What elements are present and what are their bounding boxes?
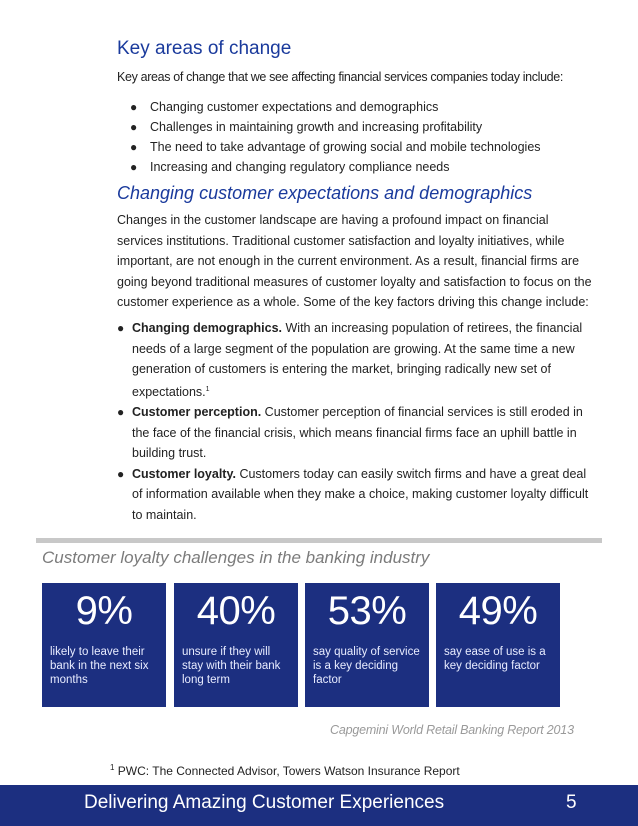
stats-source: Capgemini World Retail Banking Report 2013 bbox=[330, 723, 574, 737]
bullet-icon: ● bbox=[117, 466, 125, 481]
footnote bbox=[110, 763, 460, 778]
factor-item bbox=[117, 318, 599, 402]
factor-term: Customer loyalty. bbox=[132, 466, 236, 481]
bullet-icon: ● bbox=[130, 120, 138, 134]
footnote-marker: 1 bbox=[205, 385, 210, 393]
stat-label: unsure if they will stay with their bank long term bbox=[182, 646, 281, 686]
subsection-paragraph: Changes in the customer landscape are having a profound impact on financial services institutions. Traditional customer satisfaction and loyalty initiatives, while important, are not enough in the current environment. As a result, financial firms are going beyond traditional measures of customer loyalty and satisfaction to focus on the customer experience as a whole. Some of the key factors driving this change include: bbox=[117, 213, 592, 309]
stat-box bbox=[174, 583, 298, 707]
factor-item bbox=[117, 464, 599, 526]
bullet-icon: ● bbox=[130, 160, 138, 174]
bullet-icon: ● bbox=[130, 100, 138, 114]
stat-value: 9% bbox=[75, 589, 133, 633]
factor-text: Customers today can easily switch firms and have a great deal of information available when they make a choice, making customer loyalty difficult to maintain. bbox=[132, 466, 589, 522]
bullet-icon: ● bbox=[117, 321, 125, 335]
stat-label: say quality of service is a key deciding factor bbox=[313, 646, 420, 686]
stat-box bbox=[436, 583, 560, 707]
stat-box bbox=[42, 583, 166, 707]
section-intro: Key areas of change that we see affecting financial services companies today include: bbox=[117, 70, 563, 84]
key-areas-list bbox=[130, 97, 600, 177]
subsection-heading: Changing customer expectations and demographics bbox=[117, 183, 533, 203]
footnote-marker: 1 bbox=[110, 763, 115, 772]
section-heading: Key areas of change bbox=[117, 38, 292, 59]
factor-term: Customer perception. bbox=[132, 405, 262, 420]
factor-text: With an increasing population of retirees, the financial needs of a large segment of the population are growing. At the same time a new generation of customers is entering the market, bringing radically new set of expectations. bbox=[132, 321, 583, 399]
bullet-icon: ● bbox=[130, 140, 138, 154]
stat-value: 49% bbox=[458, 589, 538, 633]
stat-label: likely to leave their bank in the next six months bbox=[50, 646, 149, 686]
list-item: ● Changing customer expectations and demographics bbox=[130, 97, 600, 117]
list-item: ● The need to take advantage of growing social and mobile technologies bbox=[130, 137, 600, 157]
factors-list bbox=[117, 318, 599, 525]
stat-value: 40% bbox=[196, 589, 276, 633]
factor-text: Customer perception of financial services is still eroded in the face of the financial crisis, which means financial firms face an uphill battle in building trust. bbox=[132, 405, 583, 461]
list-item: ● Increasing and changing regulatory compliance needs bbox=[130, 157, 600, 177]
factor-item bbox=[117, 402, 599, 464]
footnote-text: PWC: The Connected Advisor, Towers Watson Insurance Report bbox=[114, 764, 460, 778]
stat-value: 53% bbox=[327, 589, 407, 633]
factor-term: Changing demographics. bbox=[132, 321, 283, 335]
page-number: 5 bbox=[566, 792, 577, 813]
list-item: ● Challenges in maintaining growth and increasing profitability bbox=[130, 117, 600, 137]
stat-label: say ease of use is a key deciding factor bbox=[444, 646, 546, 672]
section-divider bbox=[36, 538, 602, 543]
stats-title: Customer loyalty challenges in the banking industry bbox=[42, 548, 430, 567]
stat-box bbox=[305, 583, 429, 707]
footer-title: Delivering Amazing Customer Experiences bbox=[84, 792, 445, 813]
bullet-icon: ● bbox=[117, 405, 125, 420]
